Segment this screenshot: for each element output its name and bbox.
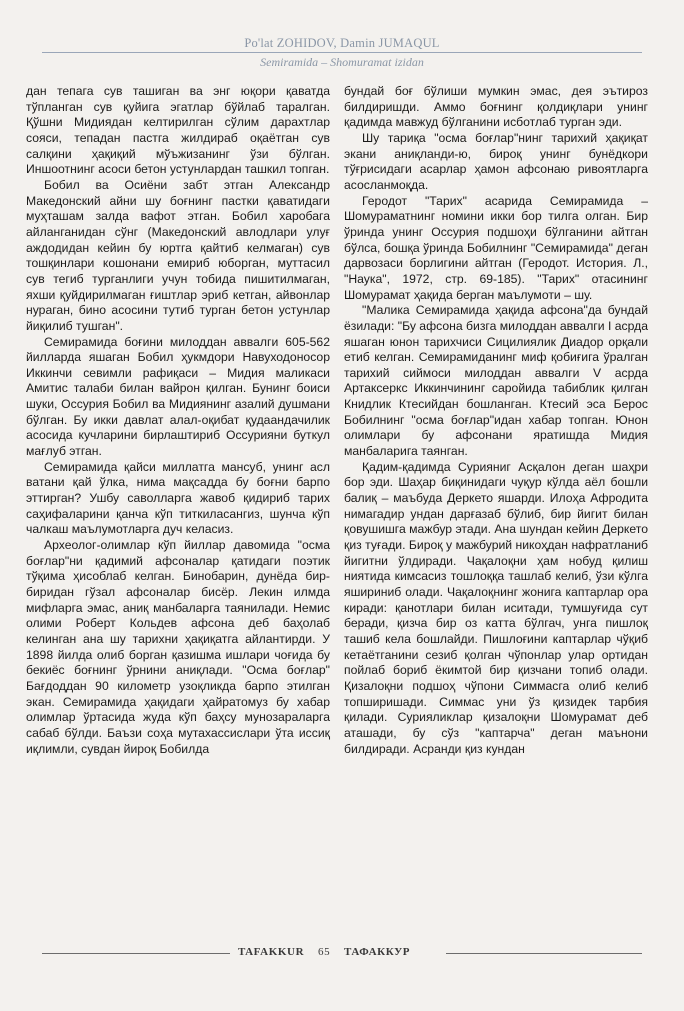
paragraph: "Малика Семирамида ҳақида афсона"да бундай ёзилади: "Бу афсона бизга милоддан аввалги I асрда яшаган юнон тарихчиси Сицилиялик Диадор орқали етиб келган. Семирамиданинг миф қобиғига ўралган тарихий сиймоси милоддан аввалги V асрда Артаксеркс Иккинчининг саройида табиблик қилган Книдлик Ктесийдан бошланган. Ктесий эса Берос Бобилнинг "осма боғлар"идан хабар топган. Юнон олимлари бу афсонани яратишда Мидия манбаларига таянган. — [344, 303, 648, 459]
paragraph: Геродот "Тарих" асарида Семирамида – Шомураматнинг номини икки бор тилга олган. Бир ўринда унинг Оссурия подшоҳи бўлганини айтган бўлса, бошқа ўринда Бобилнинг "Семирамида" деган дарвозаси борлигини айтган (Геродот. История. Л., "Наука", 1972, стр. 69-185). "Тарих" отасининг Шомурамат ҳақида берган маълумоти – шу. — [344, 193, 648, 302]
right-column — [344, 84, 648, 757]
paragraph: Семирамида боғини милоддан аввалги 605-562 йилларда яшаган Бобил ҳукмдори Навуходоносор Иккинчи севимли рафиқаси – Мидия маликаси Амитис талаби билан вайрон қилган. Бунинг боиси шуки, Оссурия Бобил ва Мидиянинг азалий душмани бўлган. Бу икки давлат алал-оқибат қудаандачилик асосида кучларини бирлаштириб Оссурияни буткул мағлуб этган. — [26, 334, 330, 459]
paragraph: Қадим-қадимда Сурияниг Асқалон деган шаҳри бор эди. Шаҳар биқинидаги чуқур кўлда аёл бошли балиқ – маъбуда Деркето яшарди. Илоҳа Афродита нимагадир ундан дарғазаб бўлиб, бир йигит билан қовушишга мажбур этади. Ана шундан кейин Деркето қиз туғади. Бироқ у мажбурий никоҳдан нафратланиб йигитни ўлдиради. Чақалоқни ҳам нобуд қилиш ниятида кимсасиз тошлоққа ташлаб келиб, ўзи кўлга яшириниб олади. Чақалоқнинг жонига каптарлар ора киради: қанотлари билан иситади, тумшуғида сут беради, қизча бир оз катта бўлгач, унга пишлоқ ташиб кела бошлайди. Пишлоғини каптарлар чўқиб кетаётганини сезиб қолган чўпонлар улар ортидан пойлаб бориб ёкимтой бир қизчани топиб олади. Қизалоқни подшоҳ чўпони Симмасга олиб келиб топширишади. Симмас уни ўз қизидек тарбия қилади. Сурияликлар қизалоқни Шомурамат деб аташади, бу сўз "каптарча" деган маънони билдиради. Асранди қиз кундан — [344, 459, 648, 756]
footer-rule-left — [42, 953, 230, 954]
footer-journal-latin: TAFAKKUR — [238, 946, 305, 958]
article-authors: Po'lat ZOHIDOV, Damin JUMAQUL — [244, 36, 440, 50]
running-header — [0, 36, 684, 51]
paragraph: Археолог-олимлар кўп йиллар давомида "осма боғлар"ни қадимий афсоналар қатидаги поэтик тўқима ҳисоблаб келган. Бинобарин, дунёда бир-биридан гўзал афсоналар бисёр. Лекин илмда мифларга эмас, аниқ манбаларга таянилади. Немис олими Роберт Кольдев афсона деб баҳолаб келинган ана шу тарихни ҳақиқатга айлантирди. У 1898 йилда олиб борган қазишма ишлари чоғида бу бекиёс боғнинг ўрнини аниқлади. "Осма боғлар" Бағдоддан 90 километр узоқликда барпо этилган экан. Семирамида ҳақидаги ҳайратомуз бу хабар олимлар ўртасида жуда кўп баҳсу мунозараларга сабаб бўлди. Баъзи соҳа мутахассислари ўта иссиқ иқлимли, сувдан йироқ Бобилда — [26, 538, 330, 756]
page-number: 65 — [318, 946, 331, 958]
paragraph: Бобил ва Осиёни забт этган Александр Македонский айни шу боғнинг пастки қаватидаги муҳташам залда вафот этган. Бобил харобага айланганидан сўнг (Македонский авлодлари улуғ аждодидан кейин бу юртга қайтиб келмаган) сув тошқинлари кошонани емириб юборган, муттасил сув тегиб турганлиги учун тобида пишитилмаган, яхши қуйдирилмаган ғиштлар эриб кетган, айвонлар нураган, бино асосини тутиб турган бетон устунлар йиқилиб тушган". — [26, 177, 330, 333]
footer-journal-cyrillic: ТАФАККУР — [344, 946, 411, 958]
paragraph: Шу тариқа "осма боғлар"нинг тарихий ҳақиқат экани аниқланди-ю, бироқ унинг бунёдкори тўғрисидаги асарлар ҳамон афсонаю ривоятларга асосланмоқда. — [344, 130, 648, 192]
paragraph: бундай боғ бўлиши мумкин эмас, дея эътироз билдиришди. Аммо боғнинг қолдиқлари унинг қадимда мавжуд бўлганини исботлаб турган эди. — [344, 84, 648, 130]
article-subtitle: Semiramida – Shomuramat izidan — [260, 55, 424, 69]
page-footer — [0, 946, 684, 960]
footer-rule-right — [446, 953, 642, 954]
paragraph: дан тепага сув ташиган ва энг юқори қаватда тўпланган сув қуйига эгатлар бўйлаб таралган. Қўшни Мидиядан келтирилган сўлим дарахтлар сояси, тепадан пастга жилдираб оқаётган сув салқини ҳақиқий мўъжизанинг ўзи бўлган. Иншоотнинг асоси бетон устунлардан ташкил топган. — [26, 84, 330, 177]
paragraph: Семирамида қайси миллатга мансуб, унинг асл ватани қай ўлка, нима мақсадда бу боғни барпо эттирган? Ушбу саволларга жавоб қидириб тарих саҳифаларини қанча кўп титкиласангиз, шунча кўп чалкаш маълумотларга дуч келасиз. — [26, 459, 330, 537]
left-column — [26, 84, 330, 757]
header-rule — [42, 52, 642, 53]
